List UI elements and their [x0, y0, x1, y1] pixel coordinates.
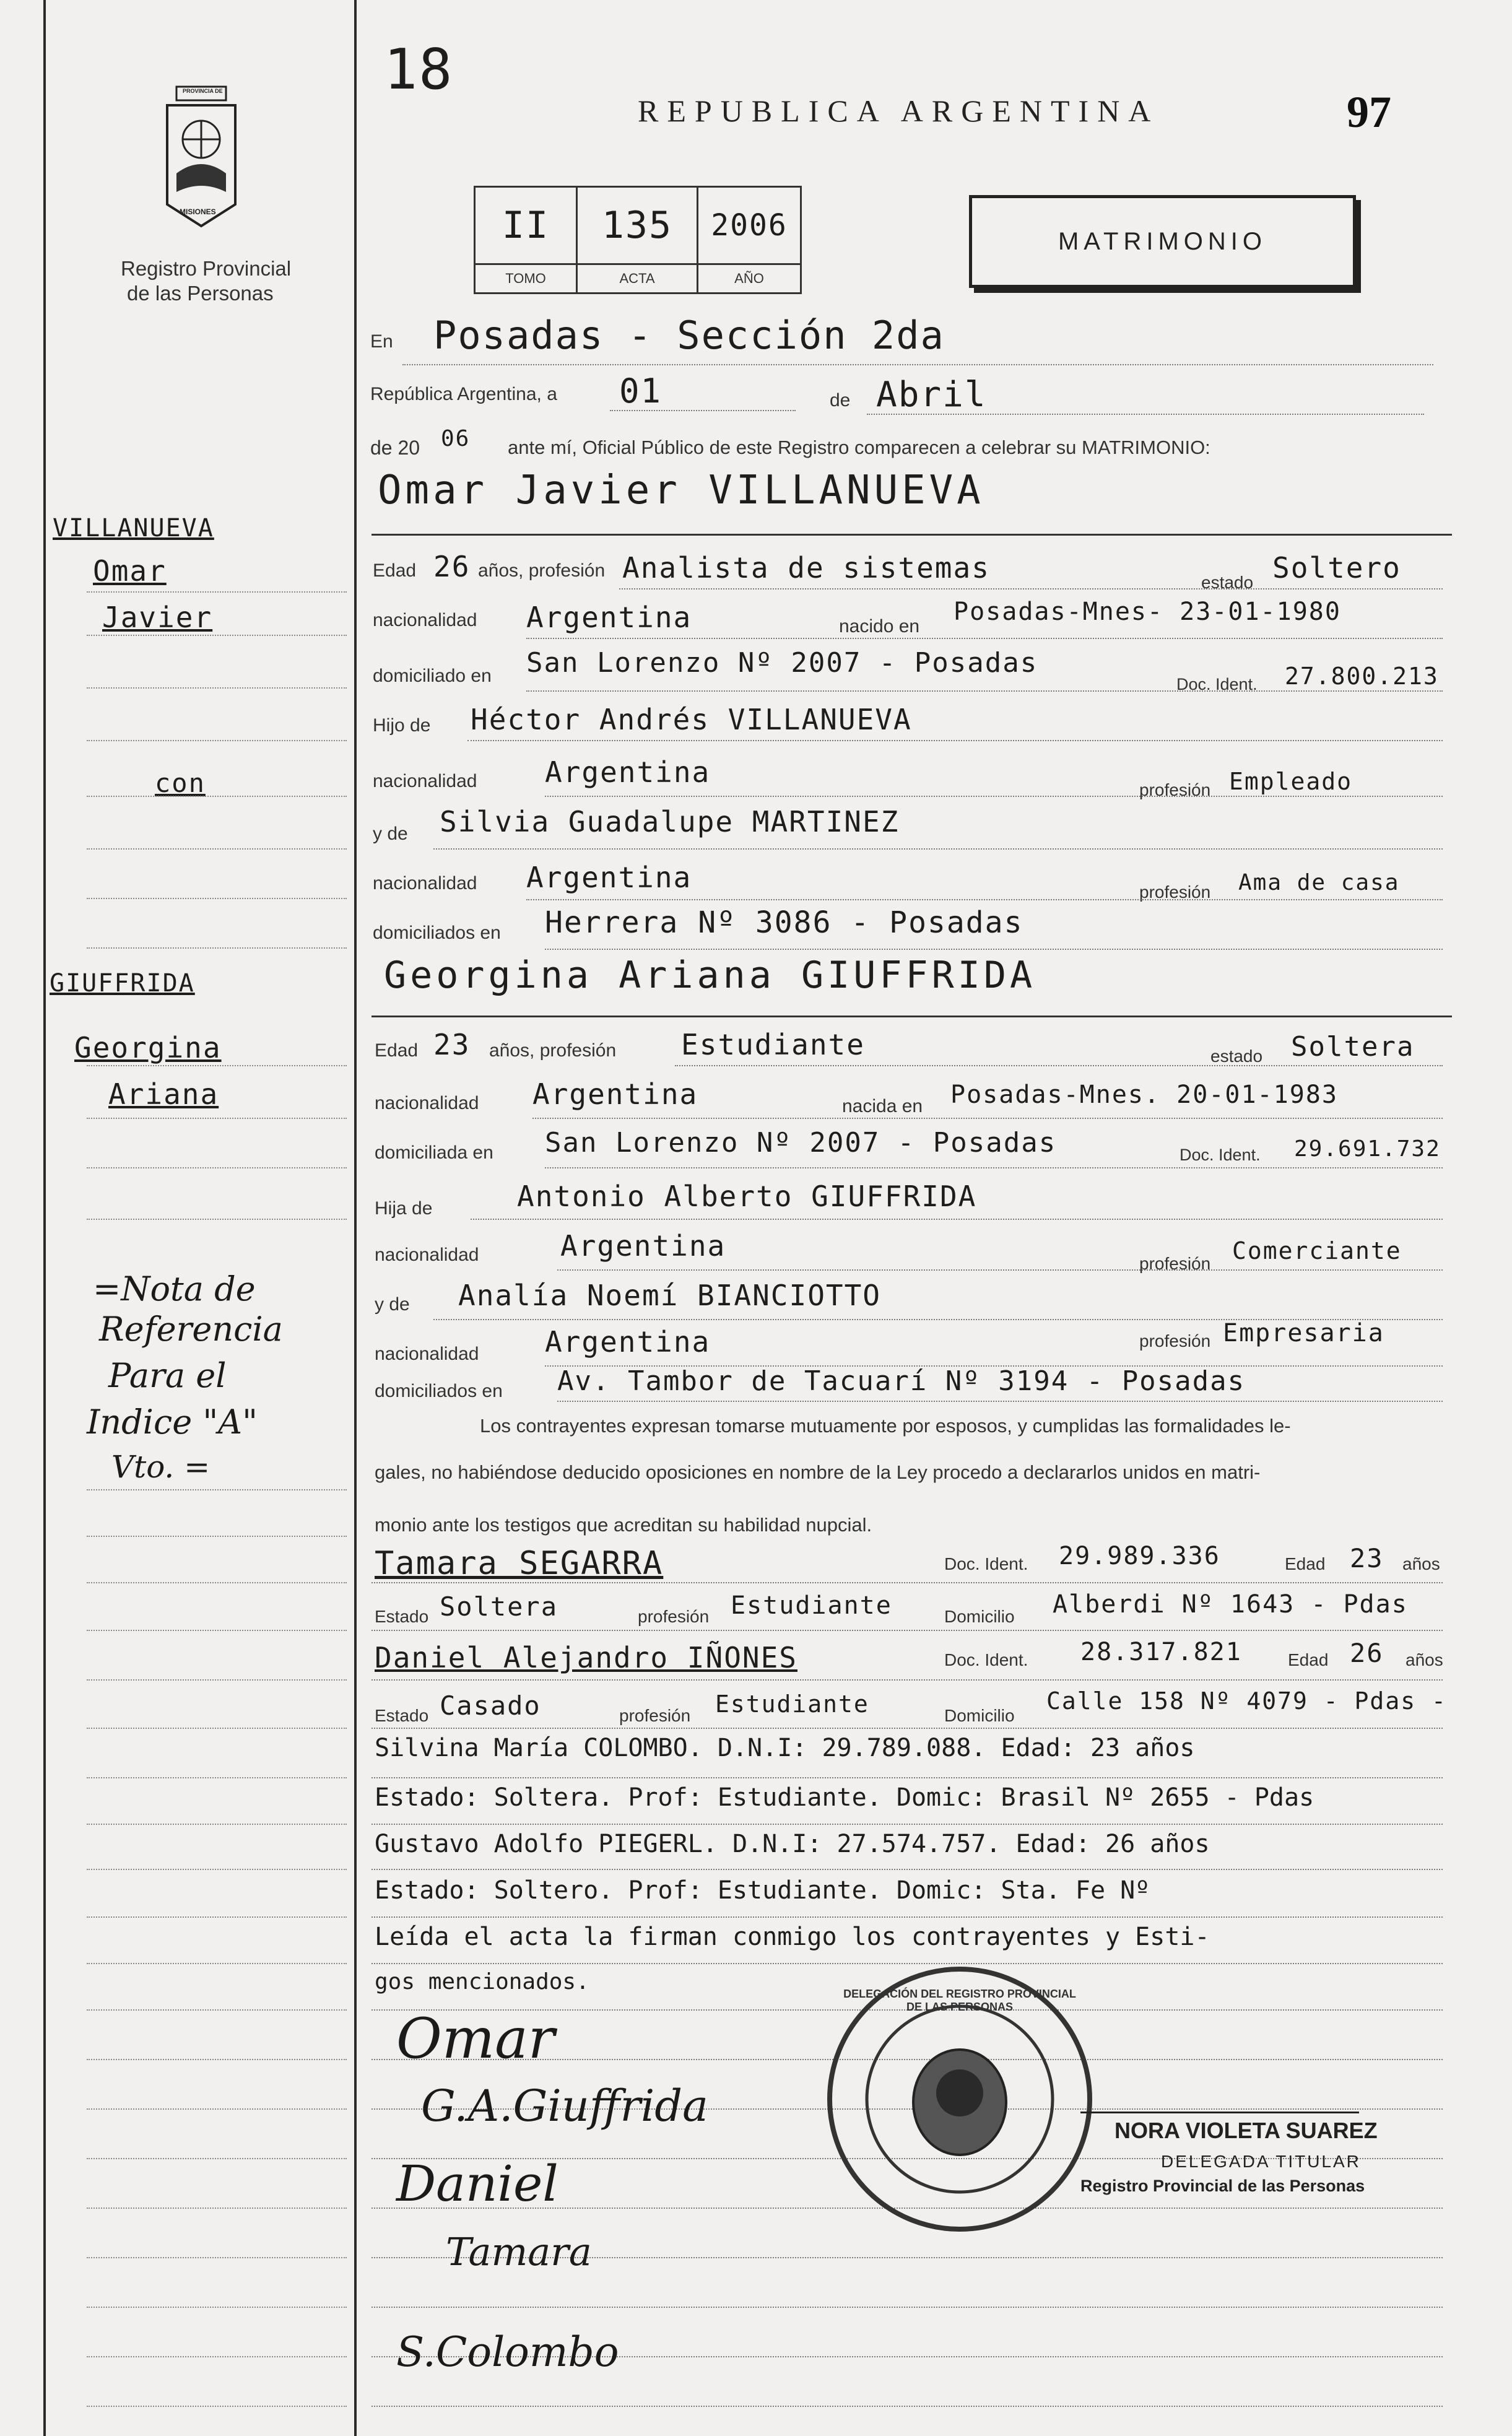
signature-4: Tamara: [446, 2229, 592, 2274]
margin-groom-surname: VILLANUEVA: [53, 514, 214, 542]
witness1-name: Tamara SEGARRA: [375, 1545, 664, 1582]
year-prefix: de 20: [370, 437, 420, 459]
bride-yde-label: y de: [375, 1294, 410, 1315]
coat-of-arms-icon: [158, 80, 245, 229]
registry-line1: Registro Provincial: [121, 257, 292, 280]
witness2-anos-label: años: [1406, 1650, 1443, 1669]
groom-hijo-label: Hijo de: [373, 715, 431, 736]
groom-mother: Silvia Guadalupe MARTINEZ: [440, 805, 900, 838]
signature-3: Daniel: [396, 2155, 558, 2212]
groom-mother-prof-label: profesión: [1139, 882, 1211, 902]
witness1-age: 23: [1350, 1543, 1384, 1573]
groom-doc-label: Doc. Ident.: [1176, 675, 1258, 694]
witness2-age: 26: [1350, 1638, 1384, 1668]
groom-birth: Posadas-Mnes- 23-01-1980: [954, 598, 1341, 626]
margin-connector: con: [155, 768, 206, 798]
bride-address: San Lorenzo Nº 2007 - Posadas: [545, 1127, 1057, 1159]
margin-groom-name1: Omar: [93, 554, 167, 588]
witness2-address: Calle 158 Nº 4079 - Pdas -: [1046, 1687, 1447, 1715]
witness2-profesion-label: profesión: [619, 1706, 691, 1725]
bride-domiciliados-label: domiciliados en: [375, 1381, 503, 1401]
groom-mother-profession: Ama de casa: [1238, 870, 1400, 895]
bride-nationality: Argentina: [532, 1077, 698, 1111]
seal-top-text: PROVINCIA DE: [183, 88, 223, 94]
groom-nacionalidad-label: nacionalidad: [373, 610, 477, 630]
page-mark: 18: [384, 37, 454, 102]
bride-father-profession: Comerciante: [1232, 1237, 1402, 1264]
signature-1: Omar: [396, 2006, 555, 2071]
witness-line6: Estado: Soltero. Prof: Estudiante. Domic: Sta. Fe Nº: [375, 1876, 1150, 1905]
witness2-name: Daniel Alejandro IÑONES: [375, 1641, 797, 1674]
witness-line3: Silvina María COLOMBO. D.N.I: 29.789.088. Edad: 23 años: [375, 1734, 1195, 1762]
margin-note-line3: Para el: [108, 1356, 227, 1395]
bride-mother-nac-label: nacionalidad: [375, 1344, 479, 1364]
witness-line4: Estado: Soltera. Prof: Estudiante. Domic: Brasil Nº 2655 - Pdas: [375, 1783, 1314, 1812]
groom-father: Héctor Andrés VILLANUEVA: [471, 703, 912, 736]
witness1-edad-label: Edad: [1285, 1554, 1326, 1573]
tomo-label: TOMO: [475, 264, 577, 294]
bride-full-name: Georgina Ariana GIUFFRIDA: [384, 954, 1036, 997]
margin-bride-surname: GIUFFRIDA: [50, 969, 195, 998]
bride-parents-address: Av. Tambor de Tacuarí Nº 3194 - Posadas: [557, 1365, 1246, 1397]
margin-note-line1: =Nota de: [93, 1269, 256, 1308]
de-label: de: [830, 390, 851, 411]
groom-nationality: Argentina: [526, 601, 692, 634]
bride-nacionalidad-label: nacionalidad: [375, 1093, 479, 1113]
witness1-status: Soltera: [440, 1591, 558, 1622]
bride-edad-label: Edad: [375, 1040, 419, 1061]
witness-line5: Gustavo Adolfo PIEGERL. D.N.I: 27.574.757. Edad: 26 años: [375, 1830, 1210, 1858]
witness2-doc-label: Doc. Ident.: [944, 1650, 1028, 1669]
groom-doc: 27.800.213: [1285, 663, 1439, 690]
margin-bride-name1: Georgina: [74, 1031, 222, 1064]
groom-mother-nationality: Argentina: [526, 861, 692, 894]
groom-full-name: Omar Javier VILLANUEVA: [378, 468, 984, 513]
groom-parents-address: Herrera Nº 3086 - Posadas: [545, 905, 1023, 940]
witness-line7: Leída el acta la firman conmigo los contrayentes y Esti-: [375, 1923, 1210, 1951]
registry-line2: de las Personas: [127, 282, 274, 305]
margin-note-line4: Indice "A": [87, 1403, 258, 1442]
bride-father-nac-label: nacionalidad: [375, 1245, 479, 1265]
groom-domicilio-label: domiciliado en: [373, 666, 492, 686]
en-label: En: [370, 331, 393, 352]
record-type-box: [969, 195, 1356, 288]
witness1-doc: 29.989.336: [1059, 1542, 1220, 1570]
witness-line8: gos mencionados.: [375, 1969, 589, 1994]
groom-father-nationality: Argentina: [545, 755, 711, 789]
declaration-line2: gales, no habiéndose deducido oposiciones en nombre de la Ley procedo a declararlos unidos en matri-: [375, 1461, 1261, 1483]
groom-mother-nac-label: nacionalidad: [373, 873, 477, 894]
witness2-domicilio-label: Domicilio: [944, 1706, 1015, 1725]
official-title: DELEGADA TITULAR: [1161, 2152, 1361, 2171]
official-org: Registro Provincial de las Personas: [1080, 2177, 1365, 2195]
bride-mother-prof-label: profesión: [1139, 1331, 1211, 1351]
witness2-edad-label: Edad: [1288, 1650, 1329, 1669]
page-left-border: [43, 0, 46, 2436]
margin-note-line2: Referencia: [99, 1310, 283, 1349]
page-number: 97: [1347, 87, 1391, 137]
bride-mother-nationality: Argentina: [545, 1325, 711, 1359]
witness1-domicilio-label: Domicilio: [944, 1607, 1015, 1626]
bride-profession: Estudiante: [681, 1028, 865, 1061]
groom-status: Soltero: [1272, 551, 1401, 585]
groom-address: San Lorenzo Nº 2007 - Posadas: [526, 647, 1038, 679]
declaration-line3: monio ante los testigos que acreditan su habilidad nupcial.: [375, 1514, 872, 1536]
groom-profesion-label: años, profesión: [478, 560, 606, 581]
groom-edad-label: Edad: [373, 560, 417, 581]
margin-bride-name2: Ariana: [108, 1077, 219, 1111]
anio-label: AÑO: [698, 264, 801, 294]
official-stamp: [823, 1963, 1096, 2235]
bride-doc-label: Doc. Ident.: [1180, 1146, 1261, 1164]
groom-estado-label: estado: [1201, 573, 1254, 592]
groom-domiciliados-label: domiciliados en: [373, 923, 501, 943]
seal-bottom-text: MISIONES: [180, 207, 216, 216]
republica-label: República Argentina, a: [370, 384, 557, 404]
witness2-doc: 28.317.821: [1080, 1638, 1242, 1666]
witness1-profession: Estudiante: [731, 1591, 892, 1620]
acta-value: 135: [577, 187, 698, 264]
bride-doc: 29.691.732: [1294, 1136, 1441, 1162]
bride-domicilio-label: domiciliada en: [375, 1142, 493, 1163]
bride-nacida-label: nacida en: [842, 1096, 923, 1116]
witness1-estado-label: Estado: [375, 1607, 429, 1626]
groom-age: 26: [433, 550, 471, 583]
bride-birth: Posadas-Mnes. 20-01-1983: [950, 1081, 1338, 1109]
registry-seal: [158, 80, 245, 229]
country-heading: REPUBLICA ARGENTINA: [638, 94, 1160, 128]
signature-5: S.Colombo: [396, 2328, 619, 2376]
bride-profesion-label: años, profesión: [489, 1040, 617, 1061]
groom-father-nac-label: nacionalidad: [373, 771, 477, 791]
bride-age: 23: [433, 1028, 471, 1061]
groom-profession: Analista de sistemas: [622, 551, 990, 585]
month-value: Abril: [876, 375, 987, 415]
margin-groom-name2: Javier: [102, 601, 213, 634]
record-table: [474, 186, 802, 294]
groom-father-profession: Empleado: [1229, 768, 1353, 795]
witness1-address: Alberdi Nº 1643 - Pdas: [1053, 1590, 1408, 1619]
bride-estado-label: estado: [1210, 1046, 1263, 1066]
intro-text: ante mí, Oficial Público de este Registro comparecen a celebrar su MATRIMONIO:: [508, 437, 1210, 458]
groom-father-prof-label: profesión: [1139, 780, 1211, 799]
groom-nacido-label: nacido en: [839, 616, 920, 637]
witness1-anos-label: años: [1402, 1554, 1440, 1573]
margin-separator: [354, 0, 357, 2436]
bride-father-nationality: Argentina: [560, 1229, 726, 1263]
witness2-status: Casado: [440, 1690, 541, 1721]
day-value: 01: [619, 372, 663, 411]
acta-label: ACTA: [577, 264, 698, 294]
tomo-value: II: [475, 187, 577, 264]
bride-father-prof-label: profesión: [1139, 1254, 1211, 1273]
witness1-profesion-label: profesión: [638, 1607, 710, 1626]
witness2-profession: Estudiante: [715, 1690, 869, 1718]
anio-value: 2006: [698, 187, 801, 264]
bride-mother-profession: Empresaria: [1223, 1319, 1384, 1347]
official-name: NORA VIOLETA SUAREZ: [1114, 2118, 1378, 2143]
declaration-line1: Los contrayentes expresan tomarse mutuamente por esposos, y cumplidas las formalidades le-: [480, 1415, 1291, 1437]
year-suffix: 06: [441, 426, 471, 451]
bride-father: Antonio Alberto GIUFFRIDA: [517, 1180, 977, 1213]
groom-yde-label: y de: [373, 824, 408, 844]
witness2-estado-label: Estado: [375, 1706, 429, 1725]
bride-hija-label: Hija de: [375, 1198, 433, 1219]
bride-mother: Analía Noemí BIANCIOTTO: [458, 1279, 881, 1312]
place-value: Posadas - Sección 2da: [433, 313, 945, 358]
stamp-text: DELEGACIÓN DEL REGISTRO PROVINCIAL DE LAS PERSONAS: [843, 1988, 1076, 2013]
witness1-doc-label: Doc. Ident.: [944, 1554, 1028, 1573]
record-type: MATRIMONIO: [1058, 228, 1267, 255]
margin-note-line5: Vto. =: [111, 1449, 211, 1485]
bride-status: Soltera: [1291, 1031, 1415, 1063]
signature-2: G.A.Giuffrida: [421, 2081, 708, 2131]
